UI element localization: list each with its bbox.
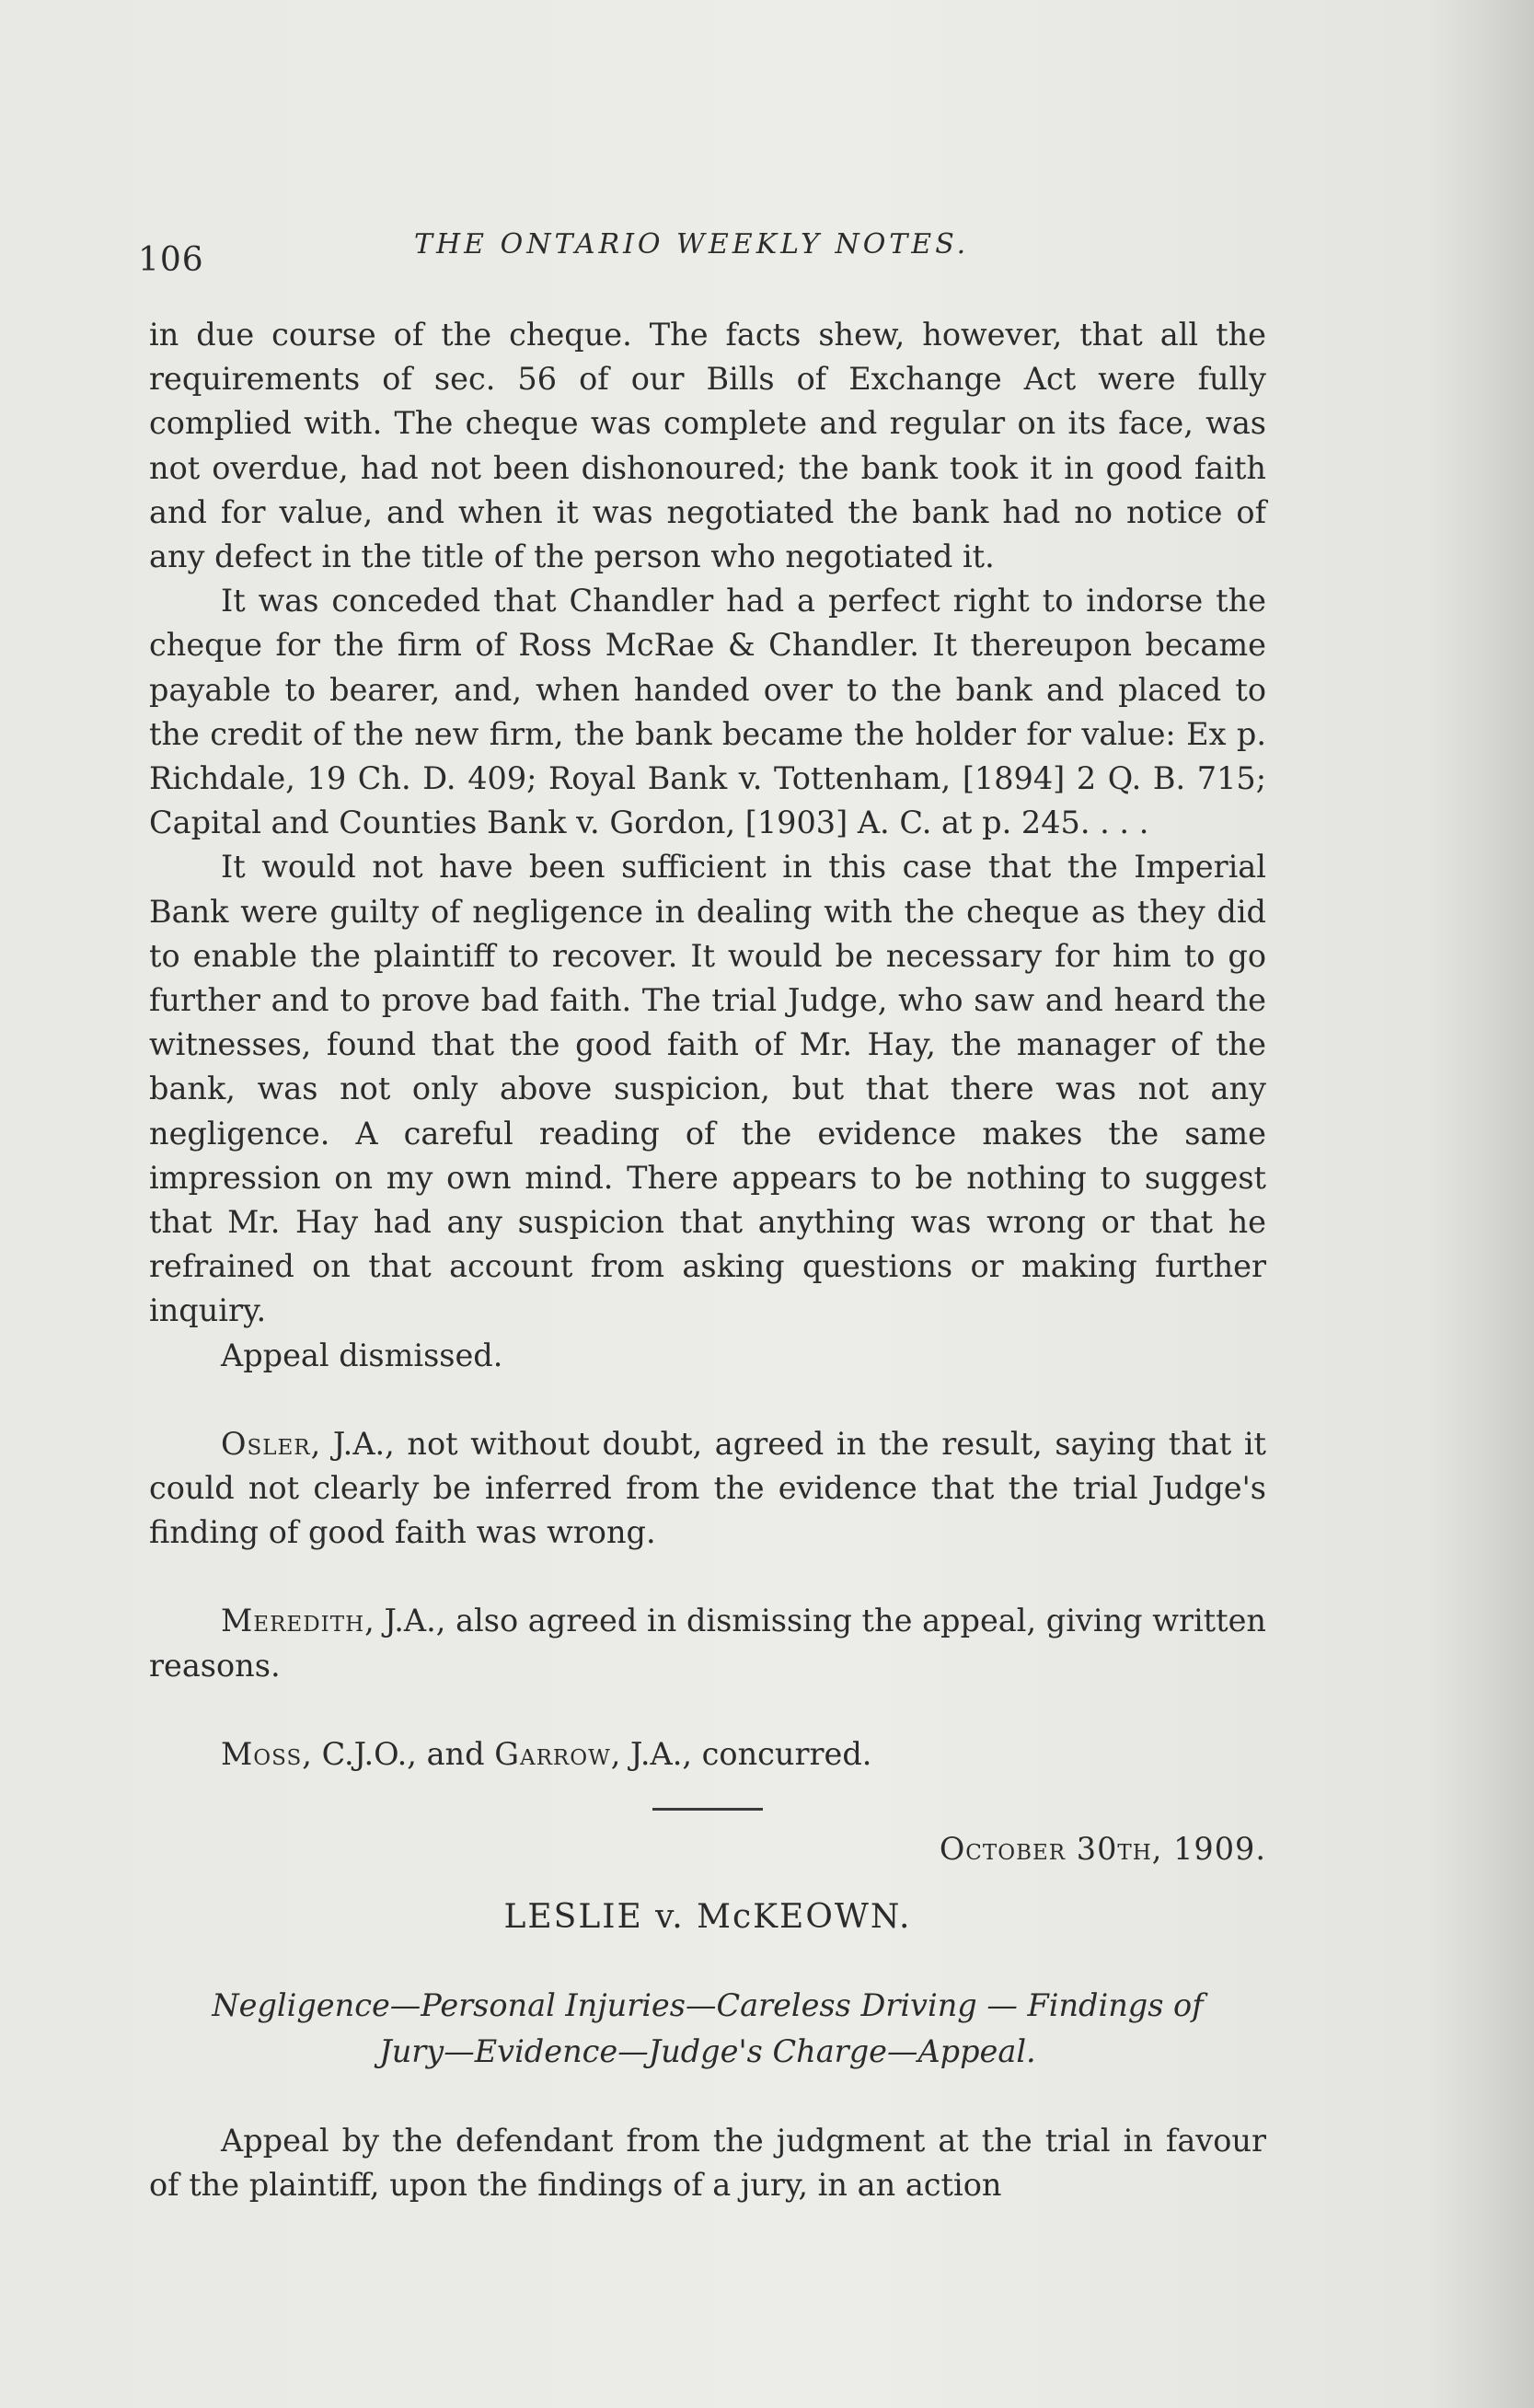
spacer — [149, 1688, 1266, 1732]
case-date: October 30th, 1909. — [939, 1831, 1266, 1868]
paragraph-3: It would not have been sufficient in this case that the Imperial Bank were guilty of negligence in dealing with the cheque as they did to enable the plaintiff to recover. It would be necessary for him to go further and to prove bad faith. The trial Judge, who saw and heard the witnesses, found that the good faith of Mr. Hay, the manager of the bank, was not only above suspicion, but that there was not any negligence. A careful reading of the evidence makes the same impression on my own mind. There appears to be nothing to suggest that Mr. Hay had any suspicion that anything was wrong or that he refrained on that account from asking questions or making further inquiry. — [149, 849, 1266, 1329]
concurrence-mid: , C.J.O., and — [302, 1735, 495, 1772]
page-body — [149, 313, 1266, 2207]
headnote-line-1: Negligence—Personal Injuries—Careless Driving — Findings of — [212, 1986, 1204, 2023]
concurrence — [149, 1732, 1266, 1777]
case-title: LESLIE v. McKEOWN. — [503, 1898, 912, 1937]
paragraph-1: in due course of the cheque. The facts shew, however, that all the requirements of sec. 56 of our Bills of Exchange Act were fully complied with. The cheque was complete and regular on its face, was not overdue, had not been dishonoured; the bank took it in good faith and for value, and when it was negotiated the bank had no notice of any defect in the title of the person who negotiated it. — [149, 317, 1266, 575]
headnote-line-2: Jury—Evidence—Judge's Charge—Appeal. — [379, 2032, 1036, 2069]
page-number: 106 — [138, 241, 204, 279]
meredith-opinion-text: , J.A., also agreed in dismissing the appeal, giving written reasons. — [149, 1603, 1266, 1684]
meredith-opinion — [149, 1599, 1266, 1687]
judge-name-meredith: Meredith — [221, 1603, 365, 1639]
headnote — [149, 1983, 1266, 2075]
concurrence-text: , J.A., concurred. — [610, 1735, 872, 1772]
spacer — [149, 1555, 1266, 1599]
judge-name-moss: Moss — [221, 1735, 303, 1772]
section-divider — [652, 1808, 763, 1811]
judge-name-osler: Osler — [221, 1425, 311, 1462]
osler-opinion-text: , J.A., not without doubt, agreed in the result, saying that it could not clearly be inferred from the evidence that the trial Judge's finding of good faith was wrong. — [149, 1425, 1266, 1551]
page-header — [138, 228, 1288, 284]
spacer — [149, 1378, 1266, 1422]
appeal-dismissed: Appeal dismissed. — [221, 1337, 503, 1373]
case-opening-paragraph: Appeal by the defendant from the judgment at the trial in favour of the plaintiff, upon the findings of a jury, in an action — [149, 2122, 1266, 2203]
judge-name-garrow: Garrow — [494, 1735, 611, 1772]
osler-opinion — [149, 1422, 1266, 1556]
running-title: THE ONTARIO WEEKLY NOTES. — [414, 228, 970, 260]
paragraph-2: It was conceded that Chandler had a perfect right to indorse the cheque for the firm of Ross McRae & Chandler. It thereupon became payable to bearer, and, when handed over to the bank and placed to the credit of the new firm, the bank became the holder for value: Ex p. Richdale, 19 Ch. D. 409; Royal Bank v. Tottenham, [1894] 2 Q. B. 715; Capital and Counties Bank v. Gordon, [1903] A. C. at p. 245. . . . — [149, 583, 1266, 841]
